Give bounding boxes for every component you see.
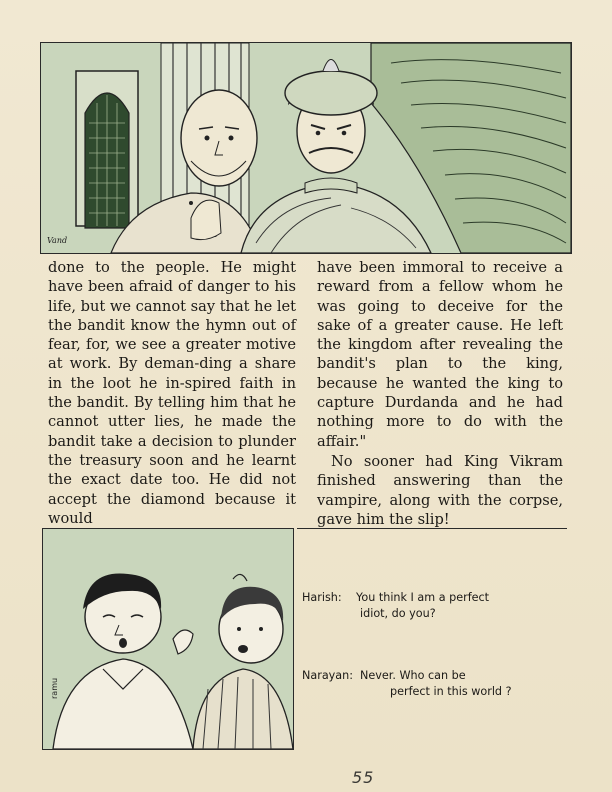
speaker-harish: Harish: bbox=[302, 591, 342, 604]
harish-line-b: idiot, do you? bbox=[360, 607, 436, 620]
dialogue-harish bbox=[302, 590, 489, 622]
right-paragraph-2: No sooner had King Vikram finished answering than the vampire, along with the corpse, gave him the slip! bbox=[317, 452, 563, 528]
speaker-narayan: Narayan: bbox=[302, 669, 354, 682]
top-illustration bbox=[40, 42, 572, 254]
cartoon-drawing bbox=[43, 529, 293, 749]
illustration-drawing bbox=[41, 43, 571, 253]
section-divider bbox=[297, 528, 567, 529]
svg-text:Vand: Vand bbox=[47, 236, 68, 245]
harish-line-a: You think I am a perfect bbox=[356, 591, 490, 604]
text-column-left bbox=[48, 258, 296, 528]
left-paragraph: done to the people. He might have been afraid of danger to his life, but we cannot say that he let the bandit know the hymn out of fear, for, we see a greater motive at work. By deman-ding a share in the loot he in-spired faith in the bandit. By telling him that he cannot utter lies, he made the bandit take a decision to plunder the treasury soon and he learnt the exact date too. He did not accept the diamond because it would bbox=[48, 259, 297, 527]
right-paragraph-1: have been immoral to receive a reward from a fellow whom he was going to deceive for the sake of a greater cause. He left the kingdom after revealing the bandit's plan to the king, because he wanted the king to capture Durdanda and he had nothing more to do with the affair." bbox=[317, 259, 563, 450]
dialogue-narayan bbox=[302, 668, 512, 700]
page-number: 55 bbox=[352, 768, 375, 787]
narayan-line-a: Never. Who can be bbox=[360, 669, 466, 682]
narayan-line-b: perfect in this world ? bbox=[390, 685, 512, 698]
text-column-right bbox=[317, 258, 563, 529]
svg-text:ramu: ramu bbox=[50, 677, 59, 699]
cartoon-panel bbox=[42, 528, 294, 750]
